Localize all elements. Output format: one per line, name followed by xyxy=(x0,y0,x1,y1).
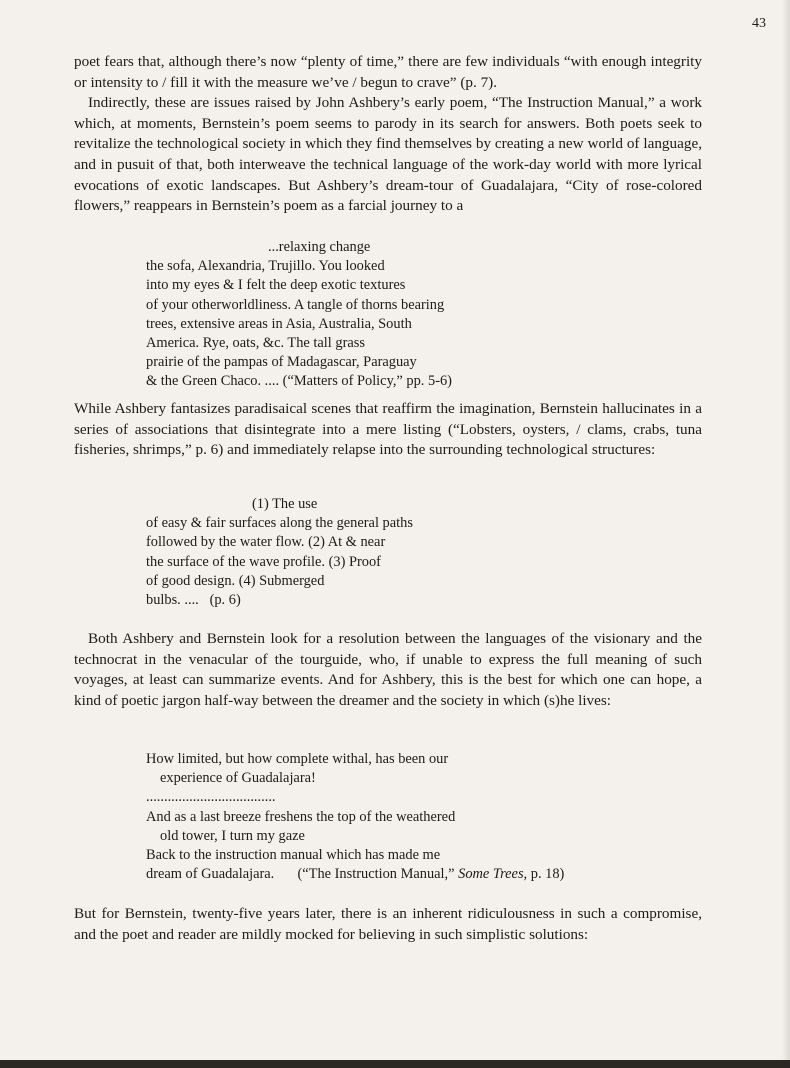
citation-page: p. 18) xyxy=(530,866,565,883)
quote-instruction-manual xyxy=(146,750,666,884)
quote-line: ...relaxing change xyxy=(268,239,371,255)
paragraph-continuation xyxy=(74,52,702,217)
page-edge-shadow xyxy=(782,0,790,1068)
quote-line: of your otherworldliness. A tangle of thorns bearing xyxy=(146,296,445,313)
quote-line: bulbs. .... (p. 6) xyxy=(146,592,241,609)
paragraph-4-block xyxy=(74,629,702,711)
ellipsis-line: .................................... xyxy=(146,789,276,806)
paragraph-2: Indirectly, these are issues raised by John Ashbery’s early poem, “The Instruction Manual,” a work which, at moments, Bernstein’s poem seems to parody in its search for answers. Both poets seek to revitalize the technological society in which they find themselves by creating a new world of language, and in pusuit of that, both interweave the technical language of the work-day world with more lyrical evocations of exotic landscapes. But Ashbery’s dream-tour of Guadalajara, “City of rose-colored flowers,” reappears in Bernstein’s poem as a farcial journey to a xyxy=(74,94,702,215)
quote-line: old tower, I turn my gaze xyxy=(160,827,305,844)
quote-line: America. Rye, oats, &c. The tall grass xyxy=(146,335,365,352)
scan-bottom-edge xyxy=(0,1060,790,1068)
paragraph-4: Both Ashbery and Bernstein look for a resolution between the languages of the visionary and the technocrat in the venacular of the tourguide, who, if unable to express the full meaning of such voyages, at least can summarize events. And for Ashbery, this is the best for which one can hope, a kind of poetic jargon half-way between the dreamer and the society in which (s)he lives: xyxy=(74,630,702,709)
quote-line: of good design. (4) Submerged xyxy=(146,572,325,589)
quote-line: of easy & fair surfaces along the general paths xyxy=(146,515,413,532)
quote-line: the surface of the wave profile. (3) Proof xyxy=(146,553,381,570)
paragraph-5-block xyxy=(74,904,702,945)
citation-open: (“The Instruction Manual,” xyxy=(297,866,455,883)
paragraph-3-block xyxy=(74,399,702,461)
quote-line: Back to the instruction manual which has made me xyxy=(146,847,441,864)
page-number: 43 xyxy=(752,16,766,31)
quote-line: & the Green Chaco. .... (“Matters of Policy,” pp. 5-6) xyxy=(146,373,452,390)
quote-line: (1) The use xyxy=(252,496,318,512)
paragraph-1: poet fears that, although there’s now “plenty of time,” there are few individuals “with enough integrity or intensity to / fill it with the measure we’ve / begun to crave” (p. 7). xyxy=(74,53,702,91)
book-title: Some Trees, xyxy=(458,866,528,883)
quote-line: How limited, but how complete withal, has been our xyxy=(146,751,449,767)
paragraph-3: While Ashbery fantasizes paradisaical scenes that reaffirm the imagination, Bernstein hallucinates in a series of associations that disintegrate into a mere listing (“Lobsters, oysters, / clams, crabs, tuna fisheries, shrimps,” p. 6) and immediately relapse into the surrounding technological structures: xyxy=(74,400,702,459)
quote-line: And as a last breeze freshens the top of the weathered xyxy=(146,808,456,825)
quote-line: trees, extensive areas in Asia, Australia, South xyxy=(146,315,412,332)
quote-line: the sofa, Alexandria, Trujillo. You looked xyxy=(146,258,385,275)
paragraph-5: But for Bernstein, twenty-five years later, there is an inherent ridiculousness in such a compromise, and the poet and reader are mildly mocked for believing in such simplistic solutions: xyxy=(74,905,702,943)
quote-citation-line xyxy=(146,865,666,884)
quote-matters-of-policy-1 xyxy=(146,238,666,392)
quote-line: experience of Guadalajara! xyxy=(160,770,316,787)
quote-line: prairie of the pampas of Madagascar, Paraguay xyxy=(146,354,417,371)
quote-line-start: dream of Guadalajara. xyxy=(146,866,275,883)
quote-matters-of-policy-2 xyxy=(146,495,666,610)
quote-line: into my eyes & I felt the deep exotic textures xyxy=(146,277,406,294)
quote-line: followed by the water flow. (2) At & near xyxy=(146,534,386,551)
